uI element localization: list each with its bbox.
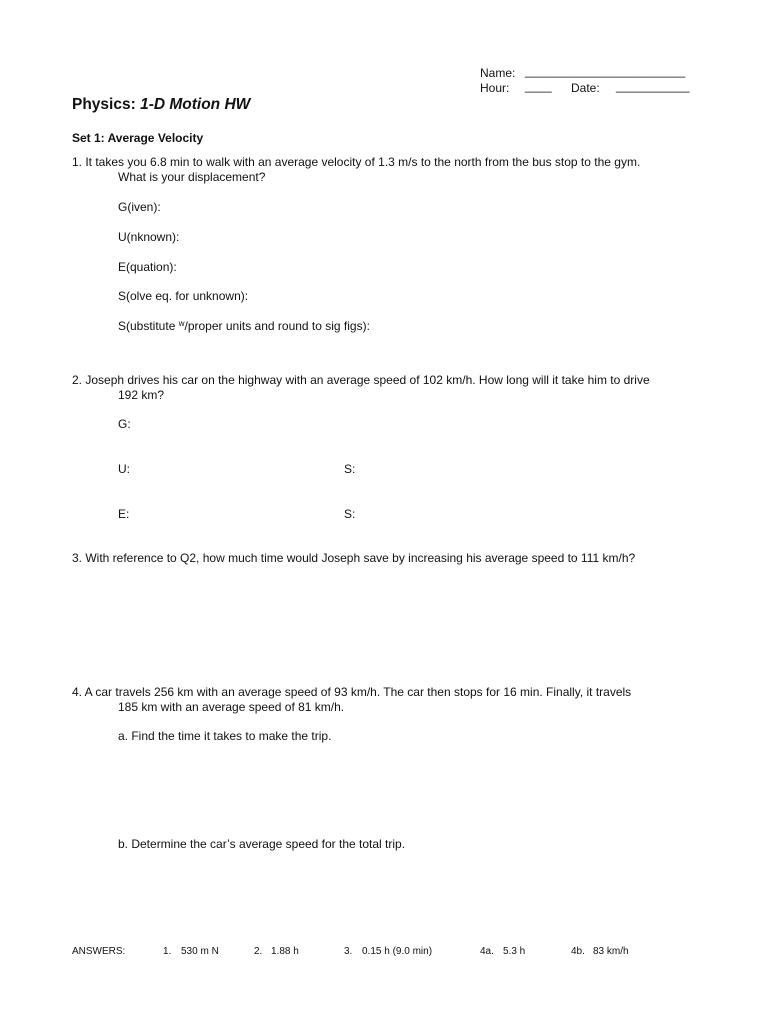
title-topic: 1-D Motion HW xyxy=(140,96,251,113)
q3-line1: 3. With reference to Q2, how much time would Joseph save by increasing his average speed to 111 km/h? xyxy=(72,551,636,565)
q2-line2: 192 km? xyxy=(118,388,165,402)
answer-val-2: 1.88 h xyxy=(271,946,299,957)
page-title xyxy=(72,96,250,114)
answer-val-3: 0.15 h (9.0 min) xyxy=(362,946,433,957)
q2-g: G: xyxy=(118,417,131,431)
q2-line1: 2. Joseph drives his car on the highway with an average speed of 102 km/h. How long will it take him to drive xyxy=(72,373,650,387)
answers-label: ANSWERS: xyxy=(72,946,126,957)
answer-val-4a: 5.3 h xyxy=(503,946,526,957)
q2-e: E: xyxy=(118,507,130,521)
title-prefix: Physics: xyxy=(72,96,136,113)
set-heading: Set 1: Average Velocity xyxy=(72,131,204,145)
q2-u: U: xyxy=(118,462,130,476)
date-label: Date: xyxy=(571,81,600,95)
answer-val-4b: 83 km/h xyxy=(593,946,629,957)
q1-substitute-pre: S(ubstitute xyxy=(118,319,176,333)
answer-val-1: 530 m N xyxy=(181,946,219,957)
answer-num-1: 1. xyxy=(163,946,172,957)
q1-substitute-post: /proper units and round to sig figs): xyxy=(184,319,370,333)
q1-line2: What is your displacement? xyxy=(118,170,266,184)
q2-s2: S: xyxy=(344,507,356,521)
name-blank: ________________________ xyxy=(525,64,686,78)
q4-part-a: a. Find the time it takes to make the trip. xyxy=(118,729,332,743)
q4-line1: 4. A car travels 256 km with an average speed of 93 km/h. The car then stops for 16 min. Finally, it travels xyxy=(72,685,632,699)
answer-num-4b: 4b. xyxy=(571,946,585,957)
q4-line2: 185 km with an average speed of 81 km/h. xyxy=(118,700,345,714)
answer-num-2: 2. xyxy=(254,946,263,957)
date-blank: ___________ xyxy=(616,79,690,93)
q1-substitute-sup: w xyxy=(178,319,185,328)
hour-label: Hour: xyxy=(480,81,510,95)
hour-blank: ____ xyxy=(525,79,552,93)
name-label: Name: xyxy=(480,66,516,80)
answer-num-3: 3. xyxy=(344,946,353,957)
q4-part-b: b. Determine the car’s average speed for the total trip. xyxy=(118,837,406,851)
q1-given: G(iven): xyxy=(118,200,161,214)
q1-unknown: U(nknown): xyxy=(118,230,180,244)
q1-equation: E(quation): xyxy=(118,260,177,274)
q1-line1: 1. It takes you 6.8 min to walk with an average velocity of 1.3 m/s to the north from the bus stop to the gym. xyxy=(72,155,641,169)
q1-solve: S(olve eq. for unknown): xyxy=(118,289,249,303)
q1-substitute xyxy=(118,319,370,333)
answer-num-4a: 4a. xyxy=(480,946,494,957)
q2-s1: S: xyxy=(344,462,356,476)
